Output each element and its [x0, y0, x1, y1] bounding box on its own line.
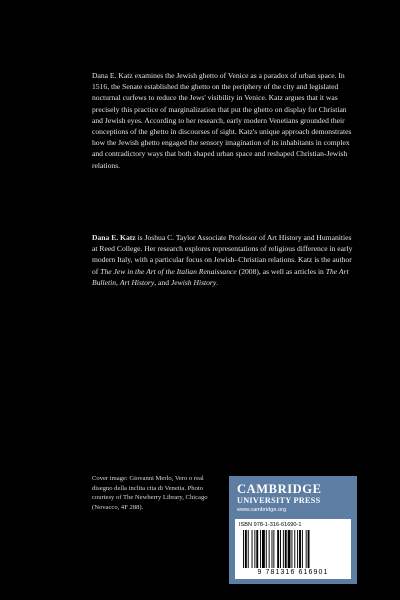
- barcode-box: [235, 519, 351, 579]
- author-bio: [92, 232, 354, 288]
- bio-text-1: is Joshua C. Taylor Associate Professor of Art History and Humanities at Reed College. Her research explores representations of religious difference in early modern Italy, with a particular focus on Jewish–Christian relations. Katz is the author of: [92, 233, 353, 276]
- publisher-block: [229, 476, 357, 584]
- bio-text-4: , and: [154, 277, 171, 287]
- bio-text-2: (2008), as well as articles in: [236, 266, 326, 276]
- cover-image-caption: Cover image: Giovanni Merlo, Vero o real disegno della inclita cita di Venetia. Photo courtesy of The Newberry Library, Chicago (Novacco, 4F 288).: [92, 475, 208, 511]
- isbn-label: ISBN 978-1-316-61690-1: [239, 522, 302, 528]
- bio-text-3: ,: [116, 277, 120, 287]
- book-description: [92, 70, 354, 180]
- publisher-name: CAMBRIDGE: [237, 482, 322, 496]
- publisher-subtitle: UNIVERSITY PRESS: [237, 496, 321, 505]
- publisher-url: www.cambridge.org: [237, 507, 287, 513]
- bio-text-5: .: [216, 277, 219, 287]
- journal-jewish-history: Jewish History: [170, 277, 217, 287]
- barcode-icon: [243, 530, 343, 568]
- description-paragraph: Dana E. Katz examines the Jewish ghetto of Venice as a paradox of urban space. In 1516, the Senate established the ghetto on the periphery of the city and legislated nocturnal curfews to reduce the Jews' visibility in Venice. Katz argues that it was precisely this practice of marginalization that put the ghetto on display for Christian and Jewish eyes. According to her research, early modern Venetians grounded their conceptions of the ghetto in discourses of sight. Katz's unique approach demonstrates how the Jewish ghetto engaged the sensory imagination of its inhabitants in complex and contradictory ways that both shaped urban space and reshaped Christian-Jewish relations.: [92, 71, 352, 170]
- journal-art-history: Art History: [119, 277, 155, 287]
- book-title: The Jew in the Art of the Italian Renaissance: [100, 266, 237, 276]
- journal-art-bulletin: The Art Bulletin: [92, 266, 349, 287]
- author-name: Dana E. Katz: [92, 233, 136, 242]
- barcode-digits: 9 781316 616901: [257, 569, 329, 576]
